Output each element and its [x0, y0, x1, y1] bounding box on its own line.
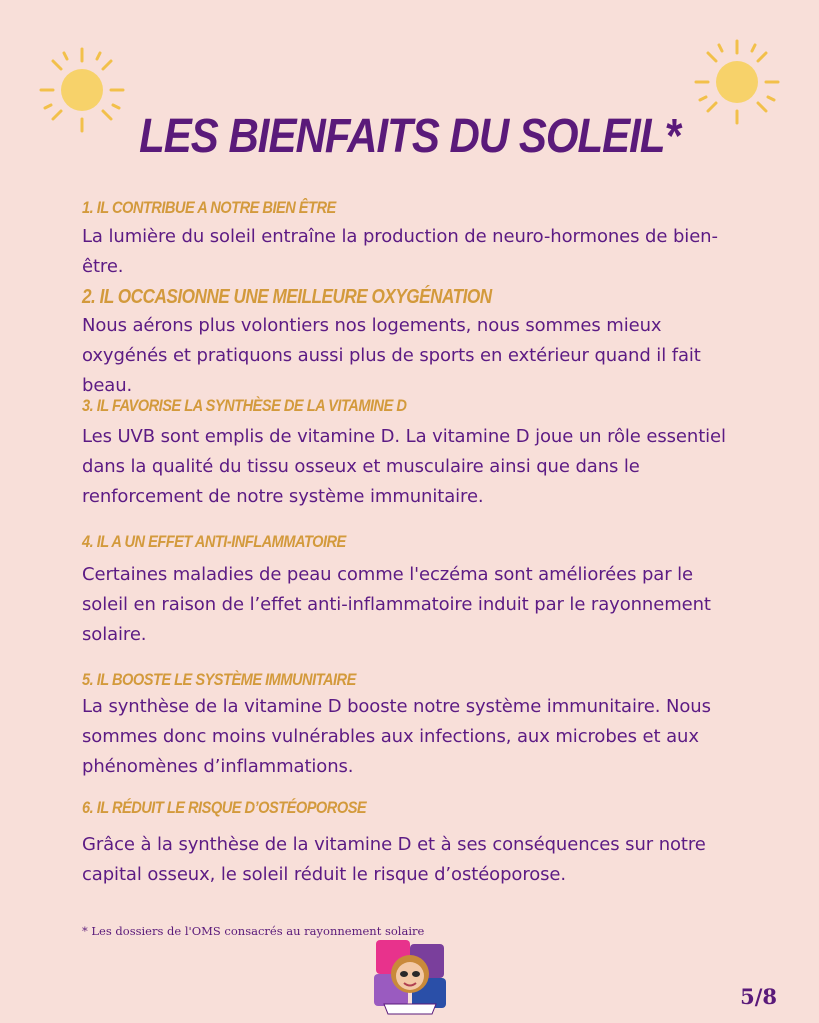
- section-heading: 2. IL OCCASIONNE UNE MEILLEURE OXYGÉNATION: [82, 286, 492, 308]
- section-body: La synthèse de la vitamine D booste notre système immunitaire. Nous sommes donc moins vulnérables aux infections, aux microbes et aux phénomènes d’inflammations.: [82, 696, 711, 777]
- section-heading: 3. IL FAVORISE LA SYNTHÈSE DE LA VITAMINE D: [82, 396, 407, 415]
- section-2: [82, 286, 742, 401]
- section-body: Les UVB sont emplis de vitamine D. La vitamine D joue un rôle essentiel dans la qualité du tissu osseux et musculaire ainsi que dans le renforcement de notre système immunitaire.: [82, 426, 726, 507]
- section-body: Certaines maladies de peau comme l'eczéma sont améliorées par le soleil en raison de l’effet anti-inflammatoire induit par le rayonnement solaire.: [82, 564, 711, 645]
- section-body: La lumière du soleil entraîne la production de neuro-hormones de bien-être.: [82, 226, 718, 277]
- page-number: 5/8: [740, 984, 777, 1009]
- section-4: [82, 532, 742, 650]
- section-body: Grâce à la synthèse de la vitamine D et à ses conséquences sur notre capital osseux, le soleil réduit le risque d’ostéoporose.: [82, 834, 706, 885]
- section-heading: 4. IL A UN EFFET ANTI-INFLAMMATOIRE: [82, 532, 346, 551]
- puzzle-avatar-logo: [362, 934, 458, 1020]
- footnote: * Les dossiers de l'OMS consacrés au rayonnement solaire: [82, 924, 425, 938]
- section-heading: 5. IL BOOSTE LE SYSTÈME IMMUNITAIRE: [82, 670, 356, 689]
- section-body: Nous aérons plus volontiers nos logements, nous sommes mieux oxygénés et pratiquons aussi plus de sports en extérieur quand il fait beau.: [82, 315, 701, 396]
- section-3: [82, 396, 742, 512]
- section-5: [82, 670, 742, 782]
- section-heading: 1. IL CONTRIBUE A NOTRE BIEN ÊTRE: [82, 198, 336, 217]
- page-title: LES BIENFAITS DU SOLEIL*: [139, 108, 680, 163]
- section-heading: 6. IL RÉDUIT LE RISQUE D’OSTÉOPOROSE: [82, 798, 367, 817]
- section-1: [82, 198, 742, 282]
- section-6: [82, 798, 742, 890]
